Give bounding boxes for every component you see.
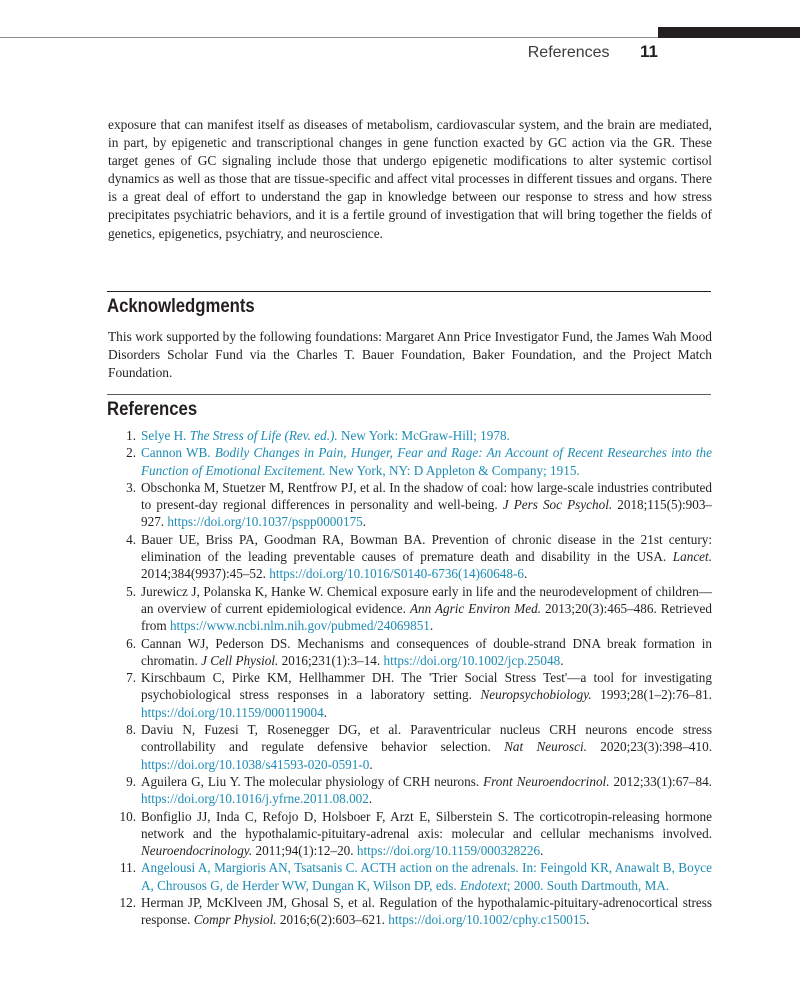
reference-number: 10.	[119, 808, 136, 824]
reference-item	[108, 583, 712, 635]
reference-number: 11.	[120, 860, 136, 876]
reference-number: 2.	[126, 445, 136, 461]
reference-text: 1993;28(1–2):76–81.	[591, 687, 712, 703]
reference-text: .	[323, 704, 327, 720]
reference-text: Cannan WJ, Pederson DS. Mechanisms and consequences of double-strand DNA break formation in chromatin.	[141, 635, 712, 668]
reference-item	[108, 773, 712, 808]
reference-text: 2013;20(3):465–486. Retrieved from	[141, 600, 713, 634]
reference-link[interactable]: Selye H.	[141, 428, 190, 443]
reference-item	[108, 531, 712, 583]
reference-text: 2016;6(2):603–621.	[276, 912, 389, 928]
reference-number: 1.	[126, 428, 136, 443]
reference-number: 6.	[126, 635, 136, 651]
reference-link[interactable]: https://www.ncbi.nlm.nih.gov/pubmed/24069851	[169, 618, 430, 634]
reference-text: Nat Neurosci.	[504, 739, 587, 755]
reference-text: 2014;384(9937):45–52.	[141, 566, 270, 582]
reference-link[interactable]: Bodily Changes in Pain, Hunger, Fear and Rage: An Account of Recent Researches into the Function of Emotional Excitement.	[141, 445, 712, 478]
reference-item	[108, 479, 712, 531]
running-title: References	[527, 44, 610, 61]
reference-number: 9.	[126, 773, 136, 789]
reference-item	[108, 808, 712, 860]
reference-text: Herman JP, McKlveen JM, Ghosal S, et al. Regulation of the hypothalamic-pituitary-adrenocortical stress response.	[141, 895, 712, 928]
reference-text: J Cell Physiol.	[201, 652, 279, 668]
reference-link[interactable]: New York, NY: D Appleton & Company; 1915.	[325, 462, 580, 478]
reference-text: 2018;115(5):903–927.	[141, 497, 713, 530]
reference-link[interactable]: https://doi.org/10.1002/cphy.c150015	[388, 912, 587, 928]
reference-item	[108, 859, 712, 894]
reference-link[interactable]: New York: McGraw-Hill; 1978.	[337, 428, 510, 443]
reference-link[interactable]: https://doi.org/10.1016/S0140-6736(14)60648-6	[269, 566, 524, 582]
header-bar	[658, 27, 800, 38]
reference-text: .	[540, 843, 544, 859]
intro-paragraph: exposure that can manifest itself as diseases of metabolism, cardiovascular system, and the brain are mediated, in part, by epigenetic and transcriptional changes in gene function exacted by GC action via the GR. These target genes of GC signaling include those that undergo epigenetic modifications to alter systemic cortisol dynamics as well as those that are tissue-specific and affect vital processes in different tissues and organs. There is a great deal of effort to understand the gap in knowledge between our response to stress and how stress precipitates psychiatric behaviors, and it is a fertile ground of investigation that will bring together the fields of genetics, epigenetics, psychiatry, and neuroscience.	[108, 117, 712, 241]
page-number: 11	[640, 42, 658, 61]
reference-text: Daviu N, Fuzesi T, Rosenegger DG, et al. Paraventricular nucleus CRH neurons encode stress controllability and regulate defensive behavior selection.	[141, 722, 712, 755]
reference-text: Compr Physiol.	[193, 912, 277, 928]
reference-text: .	[362, 514, 367, 530]
reference-link[interactable]: Endotext	[460, 877, 507, 893]
reference-text: Lancet.	[672, 549, 712, 565]
reference-link[interactable]: https://doi.org/10.1037/pspp0000175	[167, 514, 363, 530]
acknowledgments-text: This work supported by the following foundations: Margaret Ann Price Investigator Fund, the James Wah Mood Disorders Scholar Fund via the Charles T. Bauer Foundation, Baker Foundation, and the Project Match Foundation.	[108, 329, 712, 381]
reference-item	[108, 444, 712, 479]
reference-item	[108, 894, 712, 929]
reference-link[interactable]: ; 2000. South Dartmouth, MA.	[506, 877, 670, 893]
reference-text: Front Neuroendocrinol.	[483, 773, 610, 789]
reference-item	[108, 635, 712, 670]
reference-text: Neuropsychobiology.	[480, 687, 592, 703]
acknowledgments-heading: Acknowledgments	[107, 296, 255, 317]
reference-number: 4.	[126, 531, 136, 547]
reference-link[interactable]: https://doi.org/10.1002/jcp.25048	[383, 652, 561, 668]
reference-text: J Pers Soc Psychol.	[502, 497, 613, 513]
reference-text: .	[560, 652, 564, 668]
reference-number: 5.	[126, 583, 136, 599]
reference-text: .	[429, 618, 434, 634]
reference-text: 2011;94(1):12–20.	[252, 843, 357, 859]
reference-text: Neuroendocrinology.	[141, 843, 253, 859]
reference-text: Kirschbaum C, Pirke KM, Hellhammer DH. The 'Trier Social Stress Test'—a tool for investigating psychobiological stress responses in a laboratory setting.	[141, 670, 712, 703]
running-head	[0, 42, 658, 66]
reference-link[interactable]: https://doi.org/10.1159/000328226	[356, 843, 541, 859]
reference-link[interactable]: https://doi.org/10.1016/j.yfrne.2011.08.002	[141, 791, 369, 807]
reference-link[interactable]: The Stress of Life (Rev. ed.).	[189, 428, 338, 443]
reference-number: 8.	[126, 722, 136, 738]
reference-text: 2020;23(3):398–410.	[586, 739, 712, 755]
reference-item	[108, 721, 712, 773]
references-rule	[107, 394, 711, 395]
reference-text: 2016;231(1):3–14.	[278, 652, 384, 668]
reference-link[interactable]: Angelousi A, Margioris AN, Tsatsanis C. ACTH action on the adrenals. In: Feingold KR, Anawalt B, Boyce A, Chrousos G, de Herder WW, Dungan K, Wilson DP, eds.	[141, 860, 712, 893]
reference-item	[108, 669, 712, 721]
reference-number: 7.	[126, 670, 136, 686]
reference-text: Jurewicz J, Polanska K, Hanke W. Chemical exposure early in life and the neurodevelopment of children—an overview of current epidemiological evidence.	[141, 583, 712, 616]
reference-text: Aguilera G, Liu Y. The molecular physiology of CRH neurons.	[141, 773, 484, 789]
header-rule	[0, 37, 660, 38]
reference-text: Ann Agric Environ Med.	[409, 600, 542, 616]
reference-text: .	[368, 791, 373, 807]
reference-text: Bonfiglio JJ, Inda C, Refojo D, Holsboer F, Arzt E, Silberstein S. The corticotropin-releasing hormone network and the hypothalamic-pituitary-adrenal axis: molecular and cellular mechanisms involved.	[141, 808, 712, 841]
references-heading: References	[107, 399, 198, 420]
reference-text: .	[523, 566, 528, 582]
reference-link[interactable]: Cannon WB.	[141, 445, 215, 461]
reference-text: .	[369, 756, 373, 772]
reference-item	[108, 427, 712, 444]
reference-list	[108, 427, 712, 929]
reference-text: .	[586, 912, 590, 928]
reference-number: 12.	[119, 895, 136, 911]
reference-text: 2012;33(1):67–84.	[609, 773, 712, 789]
acknowledgments-rule	[107, 291, 711, 292]
reference-number: 3.	[126, 479, 136, 495]
reference-link[interactable]: https://doi.org/10.1159/000119004	[141, 704, 324, 720]
reference-text: Obschonka M, Stuetzer M, Rentfrow PJ, et al. In the shadow of coal: how large-scale industries contributed to present-day regional differences in personality and well-being.	[141, 479, 712, 513]
reference-link[interactable]: https://doi.org/10.1038/s41593-020-0591-0	[141, 756, 370, 772]
reference-text: Bauer UE, Briss PA, Goodman RA, Bowman BA. Prevention of chronic disease in the 21st century: elimination of the leading preventable causes of premature death and disability in the USA.	[141, 531, 712, 565]
